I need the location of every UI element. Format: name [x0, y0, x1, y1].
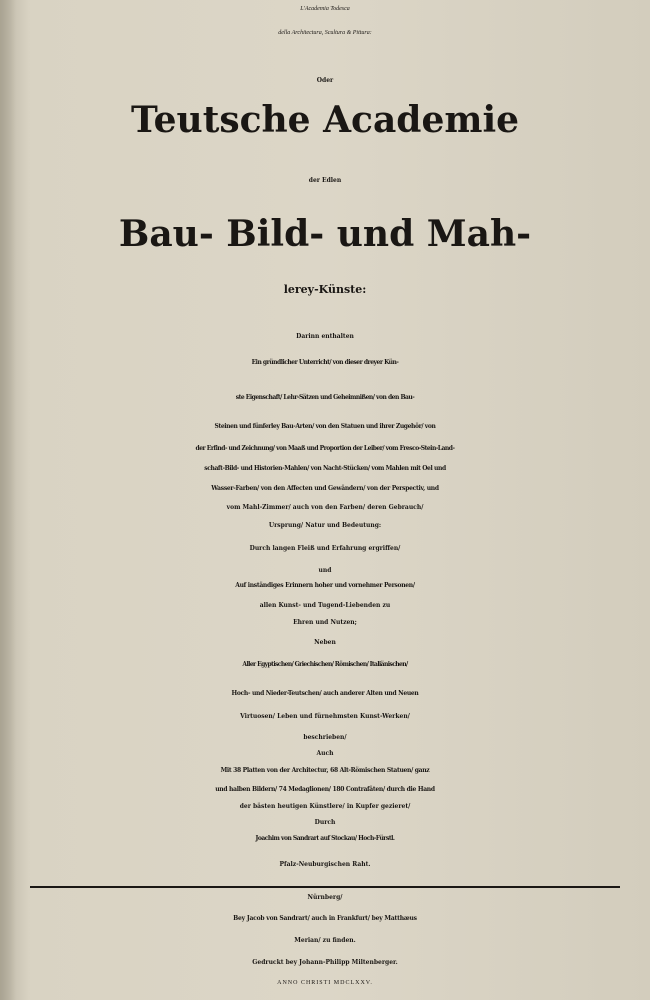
title-line-unterricht: Ein gründlicher Unterricht/ von dieser dreyer Kün- [251, 359, 399, 366]
title-line-tugend: allen Kunst- und Tugend-Liebenden zu [259, 602, 391, 609]
title-line-beschrieben: beschrieben/ [303, 734, 347, 741]
title-line-durch: Durch [314, 819, 336, 826]
title-line-virtuosen: Virtuosen/ Leben und fürnehmsten Kunst-Werken/ [240, 713, 410, 720]
title-line-und: und [318, 567, 332, 574]
title-line-architectura: della Architectura, Scultura & Pittura: [278, 30, 372, 36]
title-line-fleiss: Durch langen Fleiß und Erfahrung ergriffen/ [249, 545, 401, 552]
title-line-erfind: der Erfind- und Zeichnung/ von Maaß und Proportion der Leiber/ vom Fresco-Stein-Land- [195, 445, 455, 452]
title-line-kuenste: lerey-Künste: [283, 283, 367, 296]
title-line-der-edlen: der Edlen [308, 177, 342, 184]
title-line-darinn: Darinn enthalten [296, 333, 354, 340]
imprint-rule [30, 886, 620, 888]
title-line-historien: schaft-Bild- und Historien-Mahlen/ von Nacht-Stücken/ vom Mahlen mit Oel und [204, 465, 446, 472]
title-line-bau-bild: Bau- Bild- und Mah- [118, 213, 532, 255]
title-line-mahl-zimmer: vom Mahl-Zimmer/ auch von den Farben/ deren Gebrauch/ [226, 504, 424, 511]
title-line-ursprung: Ursprung/ Natur und Bedeutung: [268, 522, 382, 529]
imprint-line-miltenberger: Gedruckt bey Johann-Philipp Miltenberger. [252, 959, 398, 966]
title-line-neben: Neben [314, 639, 336, 646]
imprint-line-anno: ANNO CHRISTI MDCLXXV. [277, 980, 373, 986]
title-line-steinen: Steinen und fünferley Bau-Arten/ von den Statuen und ihrer Zugehör/ von [214, 423, 436, 430]
title-line-egyptischen: Aller Egyptischen/ Griechischen/ Römischen/ Italiänischen/ [242, 661, 408, 668]
title-line-medaglionen: und halben Bildern/ 74 Medaglionen/ 180 Contrafäten/ durch die Hand [215, 786, 435, 793]
title-line-eigenschaft: ste Eigenschaft/ Lehr-Sätzen und Geheimnißen/ von den Bau- [235, 394, 415, 401]
title-line-teutsche-academie: Teutsche Academie [130, 99, 520, 141]
title-line-kuenstlere: der bästen heutigen Künstlere/ in Kupfer gezieret/ [239, 803, 411, 810]
title-line-academia: L'Academia Todesca [300, 6, 350, 12]
title-line-ehren: Ehren und Nutzen; [293, 619, 357, 626]
page-edge-shadow [0, 0, 16, 1000]
imprint-line-sandrart: Bey Jacob von Sandrart/ auch in Frankfurt/ bey Matthæus [233, 915, 417, 922]
title-line-raht: Pfalz-Neuburgischen Raht. [279, 861, 371, 868]
title-line-auch: Auch [316, 750, 334, 757]
title-line-hoch-nieder: Hoch- und Nieder-Teutschen/ auch anderer Alten und Neuen [231, 690, 419, 697]
imprint-line-merian: Merian/ zu finden. [294, 937, 356, 944]
title-line-author: Joachim von Sandrart auf Stockau/ Hoch-Fürstl. [255, 835, 395, 842]
title-line-oder: Oder [316, 77, 334, 84]
imprint-line-nuernberg: Nürnberg/ [307, 894, 343, 901]
title-line-platten: Mit 38 Platten von der Architectur, 68 Alt-Römischen Statuen/ ganz [220, 767, 430, 774]
title-line-erinnern: Auf inständiges Erinnern hoher und vornehmer Personen/ [235, 582, 415, 589]
title-line-wasser: Wasser-Farben/ von den Affecten und Gewändern/ von der Perspectiv, und [211, 485, 439, 492]
